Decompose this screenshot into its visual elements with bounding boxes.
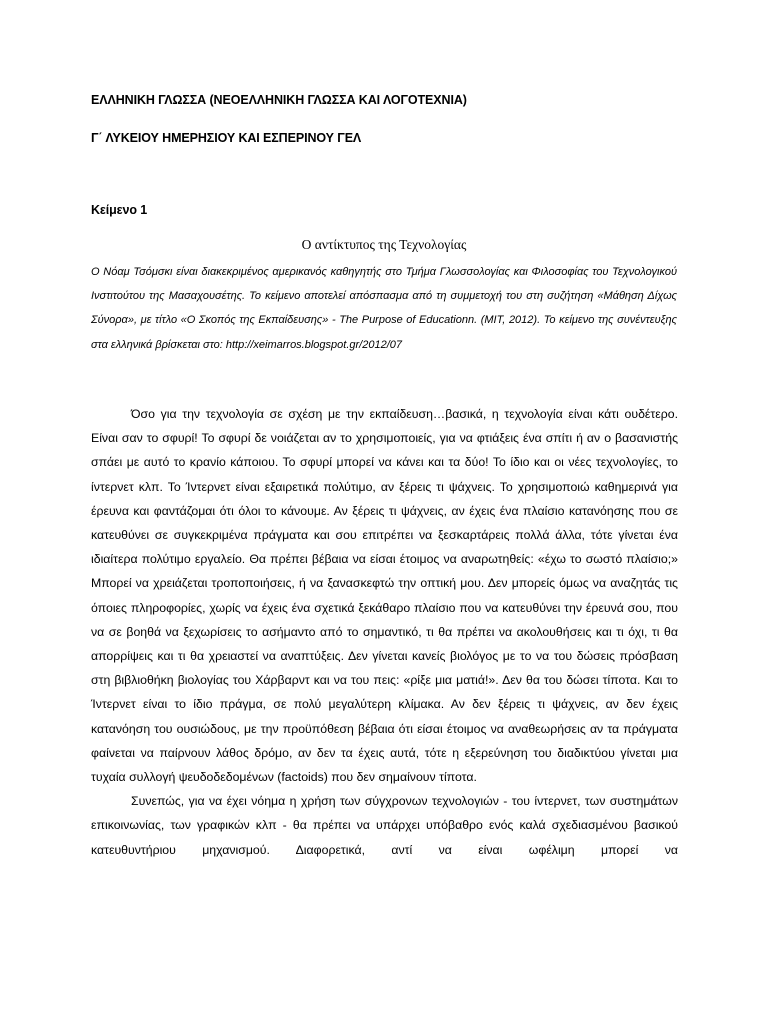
text-body [91,402,678,862]
body-paragraph: Όσο για την τεχνολογία σε σχέση με την εκπαίδευση…βασικά, η τεχνολογία είναι κάτι ουδέτερο. Είναι σαν το σφυρί! Το σφυρί δε νοιάζεται αν το χρησιμοποιείς, για να φτιάξεις ένα σπίτι ή αν ο βασανιστής σπάει με αυτό το κρανίο κάποιου. Το σφυρί μπορεί να κάνει και τα δύο! Το ίδιο και οι νέες τεχνολογίες, το ίντερνετ κλπ. Το Ίντερνετ είναι εξαιρετικά πολύτιμο, αν ξέρεις τι ψάχνεις. Το χρησιμοποιώ καθημερινά για έρευνα και φαντάζομαι ότι όλοι το κάνουμε. Αν ξέρεις τι ψάχνεις, αν έχεις ένα πλαίσιο κατανόησης που σε κατευθύνει σε συγκεκριμένα πράγματα και σου επιτρέπει να ξεσκαρτάρεις πολλά άλλα, τότε γίνεται ένα ιδιαίτερα πολύτιμο εργαλείο. Θα πρέπει βέβαια να είσαι έτοιμος να αναρωτηθείς: «έχω το σωστό πλαίσιο;» Μπορεί να χρειάζεται τροποποιήσεις, ή να ξανασκεφτώ την οπτική μου. Δεν μπορείς όμως να αναζητάς τις όποιες πληροφορίες, χωρίς να έχεις ένα σχετικά ξεκάθαρο πλαίσιο που να κατευθύνει την έρευνά σου, που να σε βοηθά να ξεχωρίσεις το ασήμαντο από το σημαντικό, τι θα πρέπει να ακολουθήσεις και τι όχι, τι θα απορρίψεις και τι θα χρειαστεί να αναπτύξεις. Δεν γίνεται κανείς βιολόγος με το να του δώσεις πρόσβαση στη βιβλιοθήκη βιολογίας του Χάρβαρντ και να του πεις: «ρίξε μια ματιά!». Δεν θα του δώσει τίποτα. Και το Ίντερνετ είναι το ίδιο πράγμα, σε πολύ μεγαλύτερη κλίμακα. Αν δεν ξέρεις τι ψάχνεις, αν δεν έχεις κατανόηση του ουσιώδους, με την προϋπόθεση βέβαια ότι είσαι έτοιμος να αναθεωρήσεις αν τα πράγματα φαίνεται να παίρνουν λάθος δρόμο, αν δεν τα έχεις αυτά, τότε η εξερεύνηση του διαδικτύου γίνεται μια τυχαία συλλογή ψευδοδεδομένων (factoids) που δεν σημαίνουν τίποτα. [91,407,678,785]
body-paragraph: Συνεπώς, για να έχει νόημα η χρήση των σύγχρονων τεχνολογιών - του ίντερνετ, των συστημάτων επικοινωνίας, των γραφικών κλπ - θα πρέπει να υπάρχει υπόβαθρο ενός καλά σχεδιασμένου βασικού κατευθυντήριου μηχανισμού. Διαφορετικά, αντί να είναι ωφέλιμη μπορεί να [91,794,678,857]
text-title: Ο αντίκτυπος της Τεχνολογίας [301,237,467,252]
document-header-subject: ΕΛΛΗΝΙΚΗ ΓΛΩΣΣΑ (ΝΕΟΕΛΛΗΝΙΚΗ ΓΛΩΣΣΑ ΚΑΙ ΛΟΓΟΤΕΧΝΙΑ) [91,93,467,107]
document-header-grade: Γ΄ ΛΥΚΕΙΟΥ ΗΜΕΡΗΣΙΟΥ ΚΑΙ ΕΣΠΕΡΙΝΟΥ ΓΕΛ [91,131,362,145]
intro-paragraph: Ο Νόαμ Τσόμσκι είναι διακεκριμένος αμερικανός καθηγητής στο Τμήμα Γλωσσολογίας και Φιλοσοφίας του Τεχνολογικού Ινστιτούτου της Μασαχουσέτης. Το κείμενο αποτελεί απόσπασμα από τη συμμετοχή του στη συζήτηση «Μάθηση Δίχως Σύνορα», με τίτλο «Ο Σκοπός της Εκπαίδευσης» - The Purpose of Educationn. (MIT, 2012). Το κείμενο της συνέντευξης στα ελληνικά βρίσκεται στο: http://xeimarros.blogspot.gr/2012/07 [91,266,677,351]
section-label: Κείμενο 1 [91,203,148,217]
